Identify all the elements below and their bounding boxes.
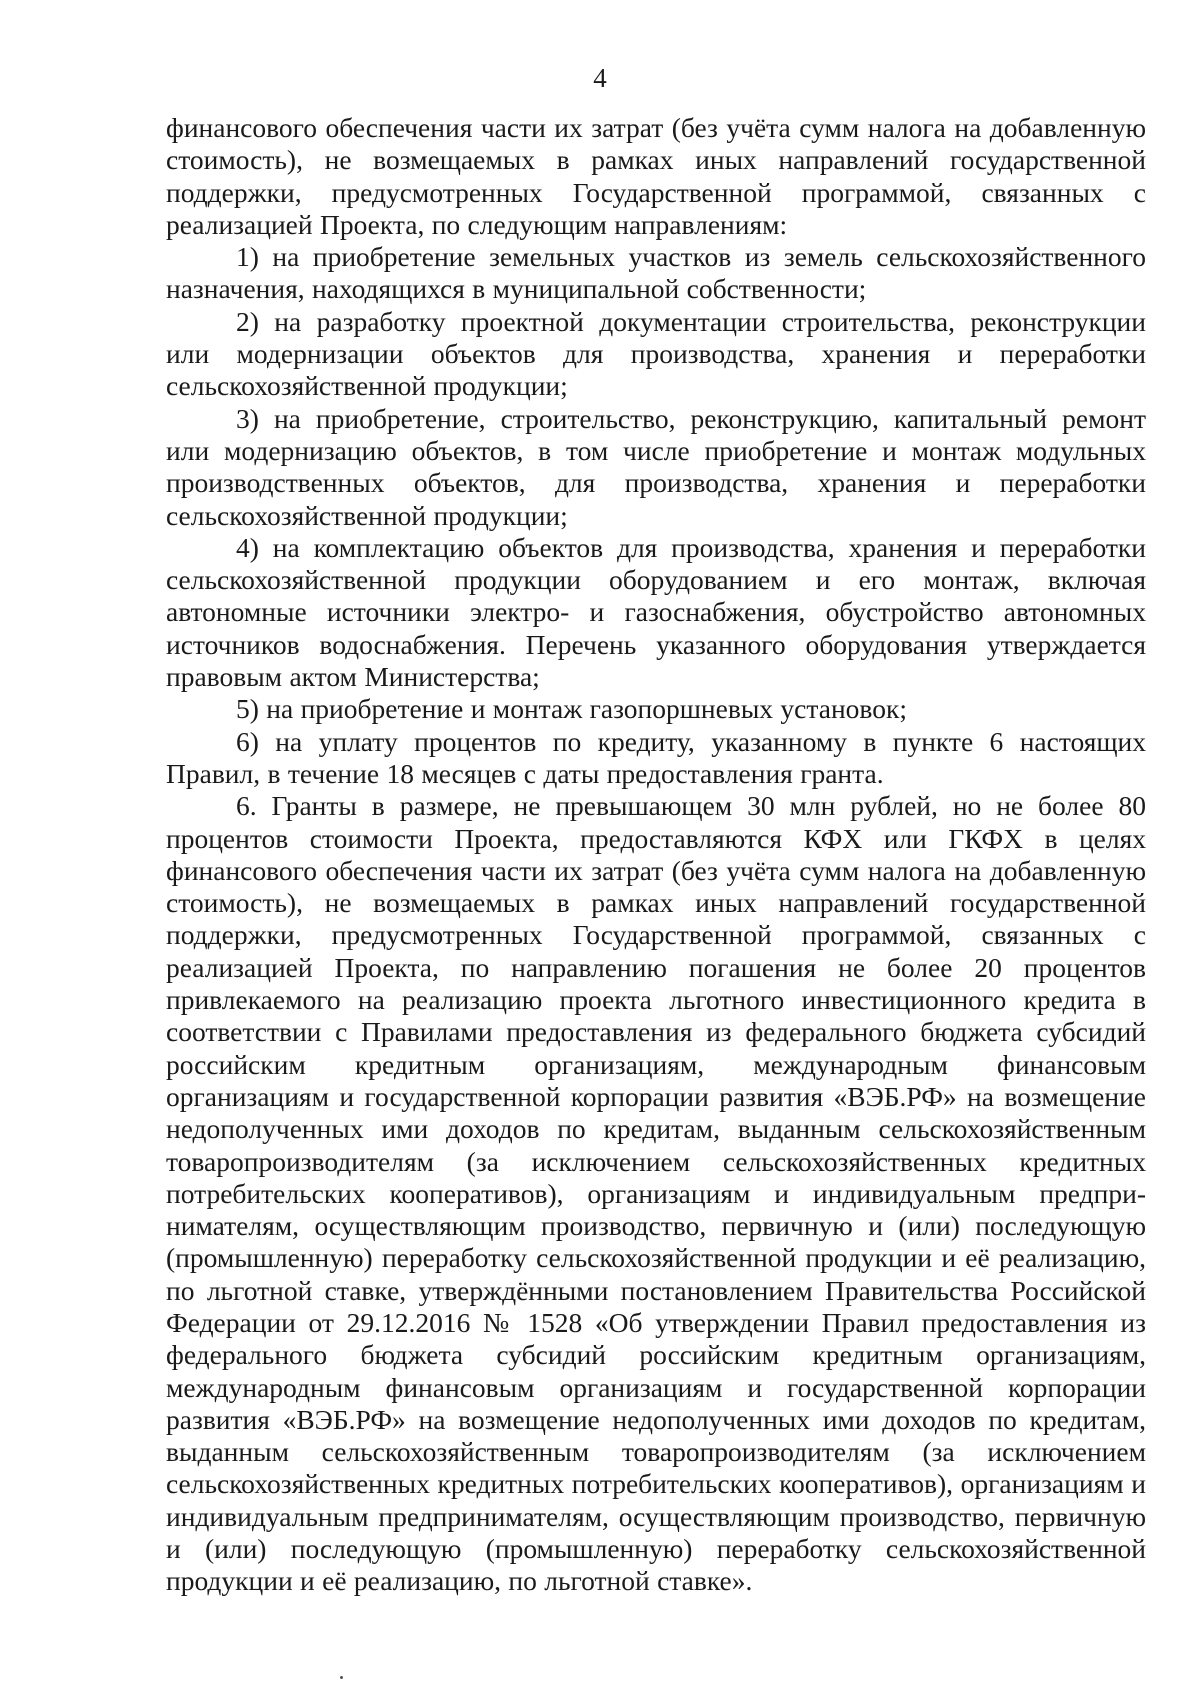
list-item-3-construction: 3) на приобретение, строительство, реконструкцию, капитальный ремонт или модернизацию объектов, в том числе приобретение и монтаж модульных производственных объектов, для производства, хранения и переработки сельскохозяйственной продукции; — [166, 402, 1146, 531]
list-item-1-land-purchase: 1) на приобретение земельных участков из земель сельскохозяйственного назначения, находящихся в муниципальной собственности; — [166, 241, 1146, 305]
clause-6-grants: 6. Гранты в размере, не превышающем 30 млн рублей, но не более 80 процентов стоимости Проекта, предоставляются КФХ или ГКФХ в целях финансового обеспечения части их затрат (без учёта сумм налога на добавленную стоимость), не возмещаемых в рамках иных направлений государственной поддержки, предусмотренных Государственной программой, связанных с реализацией Проекта, по направлению погашения не более 20 процентов привлекаемого на реализацию проекта льготного инвестиционного кредита в соответствии с Правилами предоставления из федерального бюджета субсидий российским кредитным организациям, международным финансовым организациям и государственной корпорации развития «ВЭБ.РФ» на возмещение недополученных ими доходов по кредитам, выданным сельскохозяйственным товаропроизводителям (за исключением сельскохозяйственных кредитных потребительских кооперативов), организациям и индивидуальным предпринимателям, осуществляющим производство, первичную и (или) последующую (промышленную) переработку сельскохозяйственной продукции и её реализацию, по льготной ставке, утверждёнными постановлением Правительства Российской Федерации от 29.12.2016 № 1528 «Об утверждении Правил предоставления из федерального бюджета субсидий российским кредитным организациям, международным финансовым организациям и государственной корпорации развития «ВЭБ.РФ» на возмещение недополученных ими доходов по кредитам, выданным сельскохозяйственным товаропроизводителям (за исключением сельскохозяйственных кредитных потребительских кооперативов), организациям и индивидуальным предпринимателям, осуществляющим производство, первичную и (или) последующую (промышленную) переработку сельскохозяйственной продукции и её реализацию, по льготной ставке». — [166, 790, 1146, 1597]
list-item-5-gas-piston-units: 5) на приобретение и монтаж газопоршневых установок; — [236, 693, 907, 725]
page-number: 4 — [593, 63, 607, 93]
paragraph-continuation: финансового обеспечения части их затрат (без учёта сумм налога на добавленную стоимость), не возмещаемых в рамках иных направлений государственной поддержки, предусмотренных Государственной программой, связанных с реализацией Проекта, по следующим направлениям: — [166, 112, 1146, 240]
list-item-4-equipment: 4) на комплектацию объектов для производства, хранения и переработки сельскохозяйственной продукции оборудованием и его монтаж, включая автономные источники электро- и газоснабжения, обустройство автономных источников водоснабжения. Перечень указанного оборудования утверждается правовым актом Министерства; — [166, 531, 1146, 693]
list-item-6-loan-interest: 6) на уплату процентов по кредиту, указанному в пункте 6 настоящих Правил, в течение 18 месяцев с даты предоставления гранта. — [166, 725, 1146, 789]
list-item-2-project-documentation: 2) на разработку проектной документации строительства, реконструкции или модернизации объектов для производства, хранения и переработки сельскохозяйственной продукции; — [166, 305, 1146, 402]
scan-speck — [340, 1676, 343, 1679]
document-body — [166, 112, 1146, 1598]
